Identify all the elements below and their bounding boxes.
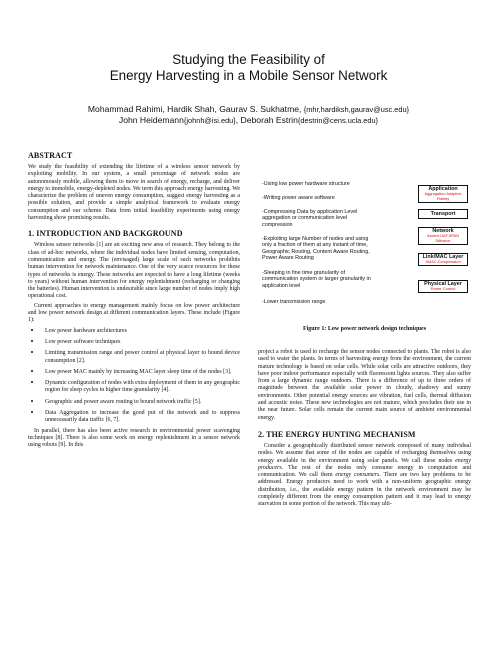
text-run: Consider a geographically distributed sensor network composed of many individual nodes. We assume that some of the nodes are capable of recharging themselves using energy available in the environment using solar panels. We call these nodes: [258, 442, 471, 464]
left-column: [28, 151, 240, 452]
stack-label: Network: [432, 228, 454, 234]
figure-item: -Lower transmission range: [262, 299, 326, 305]
list-item: • Dynamic configuration of nodes with extra deployment of them in any geographic region for sleep cycles in higher time granularity [4].: [42, 379, 240, 395]
author-heidemann: John Heidemann: [118, 115, 184, 125]
list-item: • Limiting transmission range and power control at physical layer to bound device consumption [2].: [42, 349, 240, 365]
figure-item: -Writing power aware software: [262, 195, 335, 201]
stack-label: Transport: [430, 211, 456, 217]
stack-sublabel: Ascent,GAF,SPAN Diffusion: [427, 233, 459, 243]
paper-title-line-1: Studying the Feasibility of: [172, 52, 325, 67]
figure-item: -Exploiting large Number of nodes and using: [262, 236, 369, 242]
section-1-paragraph-2: Current approaches to energy management mainly focus on low power architecture and low power network design at different communication layers. These include (Figure 1):: [28, 302, 240, 324]
list-item: • Low power software techniques: [42, 338, 240, 346]
figure-item: Power Aware Routing: [262, 255, 314, 262]
stack-network: [418, 227, 468, 245]
term-energy-consumers: energy consumers: [335, 472, 380, 479]
author-heidemann-email: {johnh@isi.edu}: [183, 116, 236, 125]
stack-sublabel: Power Control: [430, 286, 456, 292]
section-1-paragraph-3: In parallel, there has also been active research in environmental power scavenging techniques [8]. There is also some work on energy replenishment in a sensor network using robots [9]. In this: [28, 427, 240, 449]
figure-item: application level: [262, 282, 301, 289]
figure-item: only a fraction of them at any instant of time,: [262, 242, 368, 249]
stack-application: [418, 185, 468, 203]
text-run: . The rest of the nodes only consume energy in computation and communication. We call them: [258, 464, 471, 479]
list-item: • Low power MAC mainly by increasing MAC layer sleep time of the nodes [3].: [42, 368, 240, 376]
abstract-heading: ABSTRACT: [28, 151, 73, 160]
section-2-paragraph-1: [258, 443, 471, 509]
text-run: . There are two key problems to be addressed. Energy producers need to work with a non-uniform geographic energy distribution, i.e., the available energy pattern in the network environment may be completely different from the energy consumption pattern and it may lead to energy starvation in some portion of the network. This may ulti-: [258, 472, 471, 508]
section-1-paragraph-1: Wireless sensor networks [1] are an exciting new area of research. They belong to the class of ad-hoc networks, where the individual nodes have limited sensing, computation, communication and energy. The (envisaged) large scale of such networks prohibits human intervention for network maintenance. One of the very scarce resources for these types of networks is energy. These networks are expected to have a long lifetime (weeks to years) without human intervention for energy replenishment (recharging or changing the batteries). Human intervention is undesirable since large number of nodes imply high operational cost.: [28, 242, 240, 300]
figure-item: compression: [262, 221, 293, 228]
author-estrin-email: {destrin@cens.ucla.edu}: [297, 116, 379, 125]
figure-item: -Using low power hardware structure: [262, 181, 350, 187]
stack-sublabel: Aggregation Adaptive Fidelity: [424, 191, 462, 201]
stack-label: Link/MAC Layer: [422, 254, 464, 260]
authors-names-1: Mohammad Rahimi, Hardik Shah, Gaurav S. Sukhatme,: [87, 104, 302, 114]
figure-item: -Sleeping in fine time granularity of: [262, 270, 345, 276]
authors-line-1: [0, 104, 497, 115]
list-item: • Data Aggregation to increase the good put of the network and to suppress unnecessarily data traffic [6, 7].: [42, 409, 240, 425]
stack-sublabel: SMAC,Compression: [425, 259, 461, 265]
section-2-heading: 2. THE ENERGY HUNTING MECHANISM: [258, 429, 416, 439]
paper-title-line-2: Energy Harvesting in a Mobile Sensor Network: [109, 68, 388, 83]
approach-list: [28, 327, 240, 425]
right-column: [258, 349, 471, 511]
right-paragraph-continued: project a robot is used to recharge the sensor nodes connected to plants. The robot is also used to water the plants. In terms of harvesting energy from the environment, the current mature technology is based on solar cells. While solar cells are attractive outdoors, they have poor indoor performance especially with fluorescent lights sources. They also suffer from a large dynamic range outdoors. There is a difference of up to three orders of magnitude between the available solar power in cloudy, shadowy and sunny environments. Other potential energy sources are vibration, fuel cells, thermal diffusion and acoustic noise. These new technologies are not mature, which precludes their use in the near future. Solar cells remain the current main source of ambient environmental energy.: [258, 349, 471, 421]
stack-label: Application: [428, 186, 458, 192]
figure-item: Geographic Routing, Content Aware Routing,: [262, 248, 370, 255]
stack-label: Physical Layer: [424, 281, 462, 287]
figure-item: aggregation or communication level: [262, 215, 348, 222]
stack-transport: [418, 209, 468, 219]
list-item: • Low power hardware architectures: [42, 327, 240, 335]
list-item: • Geographic and power aware routing to bound network traffic [5].: [42, 398, 240, 406]
stack-link-mac: [418, 253, 468, 266]
figure-item: communication system or larger granularity in: [262, 276, 371, 283]
author-estrin: , Deborah Estrin: [235, 115, 298, 125]
figure-1: [258, 175, 471, 341]
figure-item: -Compressing Data by application Level: [262, 209, 358, 215]
term-energy-producers: energy producers: [258, 457, 471, 471]
authors-line-2: [0, 115, 497, 126]
figure-1-caption: Figure 1: Low power network design techniques: [302, 326, 427, 332]
stack-physical: [418, 280, 468, 293]
section-1-heading: 1. INTRODUCTION AND BACKGROUND: [28, 229, 183, 239]
authors-email-1: {mhr,hardiksh,gaurav@usc.edu}: [303, 105, 410, 114]
abstract-text: We study the feasibility of extending the lifetime of a wireless sensor network by exploiting mobility. In our system, a small percentage of network nodes are autonomously mobile, allowing them to move in search of energy, recharge, and deliver energy to immobile, energy-depleted nodes. We term this approach energy harvesting. We characterize the problem of uneven energy consumption, suggest energy harvesting as a possible solution, and provide a simple analytical framework to evaluate energy consumption and our scheme. Data from initial feasibility experiments using energy harvesting show promising results.: [28, 164, 240, 222]
